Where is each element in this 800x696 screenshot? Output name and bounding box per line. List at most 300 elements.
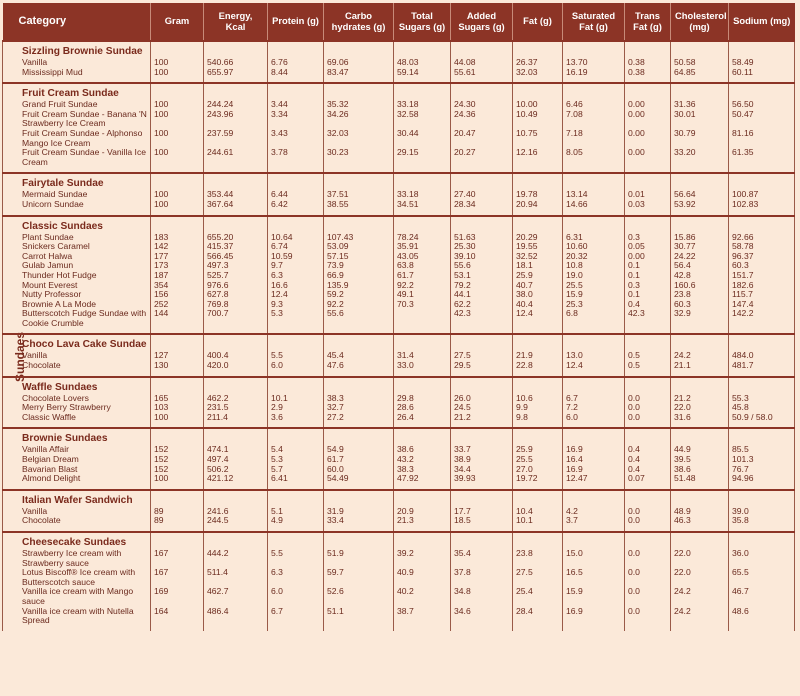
value-cell: 4.9: [268, 516, 324, 532]
section-title: Choco Lava Cake Sundae: [3, 334, 151, 351]
value-cell: 107.43: [324, 233, 394, 243]
value-cell: 147.4: [729, 300, 795, 310]
value-cell: 56.64: [671, 190, 729, 200]
value-cell: 24.5: [451, 403, 513, 413]
value-cell: 0.0: [625, 413, 671, 429]
empty-cell: [151, 83, 204, 100]
value-cell: 92.2: [324, 300, 394, 310]
value-cell: 16.9: [563, 465, 625, 475]
value-cell: 22.0: [671, 403, 729, 413]
table-row: [3, 607, 795, 631]
value-cell: 20.29: [513, 233, 563, 243]
value-cell: 0.01: [625, 190, 671, 200]
empty-cell: [563, 490, 625, 507]
value-cell: 6.74: [268, 242, 324, 252]
table-row: [3, 351, 795, 361]
value-cell: 39.0: [729, 507, 795, 517]
value-cell: 627.8: [204, 290, 268, 300]
value-cell: 29.5: [451, 361, 513, 377]
empty-cell: [204, 490, 268, 507]
value-cell: [394, 309, 451, 334]
value-cell: 27.2: [324, 413, 394, 429]
value-cell: 30.23: [324, 148, 394, 173]
value-cell: 0.00: [625, 129, 671, 148]
empty-cell: [451, 173, 513, 190]
table-header: [3, 3, 795, 41]
value-cell: 0.0: [625, 568, 671, 587]
table-row: [3, 271, 795, 281]
item-name-cell: Plant Sundae: [3, 233, 151, 243]
value-cell: 25.5: [513, 455, 563, 465]
value-cell: 252: [151, 300, 204, 310]
value-cell: 34.26: [324, 110, 394, 129]
value-cell: 32.03: [324, 129, 394, 148]
table-row: [3, 455, 795, 465]
empty-cell: [394, 216, 451, 233]
value-cell: 566.45: [204, 252, 268, 262]
empty-cell: [625, 216, 671, 233]
empty-cell: [625, 377, 671, 394]
value-cell: 13.14: [563, 190, 625, 200]
value-cell: 58.78: [729, 242, 795, 252]
value-cell: 56.50: [729, 100, 795, 110]
item-name-cell: Fruit Cream Sundae - Banana 'N Strawberry Ice Cream: [3, 110, 151, 129]
value-cell: 52.6: [324, 587, 394, 606]
value-cell: 540.66: [204, 58, 268, 68]
item-name-cell: Carrot Halwa: [3, 252, 151, 262]
value-cell: 30.01: [671, 110, 729, 129]
value-cell: 237.59: [204, 129, 268, 148]
table-row: [3, 290, 795, 300]
header-gram: Gram: [151, 3, 204, 41]
value-cell: 100: [151, 110, 204, 129]
value-cell: 42.8: [671, 271, 729, 281]
value-cell: 38.6: [671, 465, 729, 475]
value-cell: 130: [151, 361, 204, 377]
section-header-row: [3, 377, 795, 394]
empty-cell: [204, 377, 268, 394]
value-cell: 37.51: [324, 190, 394, 200]
value-cell: 33.20: [671, 148, 729, 173]
empty-cell: [671, 173, 729, 190]
value-cell: 54.49: [324, 474, 394, 490]
value-cell: 152: [151, 455, 204, 465]
item-name-cell: Thunder Hot Fudge: [3, 271, 151, 281]
empty-cell: [268, 173, 324, 190]
value-cell: 6.31: [563, 233, 625, 243]
value-cell: 5.5: [268, 351, 324, 361]
empty-cell: [324, 377, 394, 394]
value-cell: 103: [151, 403, 204, 413]
value-cell: 34.51: [394, 200, 451, 216]
value-cell: 61.35: [729, 148, 795, 173]
value-cell: 30.79: [671, 129, 729, 148]
value-cell: 59.14: [394, 68, 451, 84]
value-cell: 12.47: [563, 474, 625, 490]
value-cell: 22.8: [513, 361, 563, 377]
value-cell: 100: [151, 148, 204, 173]
value-cell: 48.03: [394, 58, 451, 68]
value-cell: 21.2: [671, 394, 729, 404]
header-trans-fat: Trans Fat (g): [625, 3, 671, 41]
empty-cell: [151, 377, 204, 394]
value-cell: 65.5: [729, 568, 795, 587]
empty-cell: [729, 83, 795, 100]
header-energy: Energy, Kcal: [204, 3, 268, 41]
value-cell: 35.8: [729, 516, 795, 532]
empty-cell: [268, 216, 324, 233]
value-cell: 102.83: [729, 200, 795, 216]
value-cell: 40.9: [394, 568, 451, 587]
table-row: [3, 68, 795, 84]
empty-cell: [324, 173, 394, 190]
header-sodium: Sodium (mg): [729, 3, 795, 41]
empty-cell: [451, 216, 513, 233]
table-row: [3, 474, 795, 490]
value-cell: 700.7: [204, 309, 268, 334]
table-row: [3, 516, 795, 532]
value-cell: 39.5: [671, 455, 729, 465]
item-name-cell: Lotus Biscoff® Ice cream with Butterscotch sauce: [3, 568, 151, 587]
section-header-row: [3, 532, 795, 549]
empty-cell: [563, 216, 625, 233]
empty-cell: [394, 41, 451, 58]
value-cell: 39.10: [451, 252, 513, 262]
value-cell: 19.72: [513, 474, 563, 490]
value-cell: 39.2: [394, 549, 451, 568]
empty-cell: [394, 377, 451, 394]
value-cell: 135.9: [324, 281, 394, 291]
header-fat: Fat (g): [513, 3, 563, 41]
empty-cell: [563, 377, 625, 394]
value-cell: 40.4: [513, 300, 563, 310]
empty-cell: [671, 83, 729, 100]
value-cell: 3.7: [563, 516, 625, 532]
empty-cell: [204, 532, 268, 549]
value-cell: 24.2: [671, 587, 729, 606]
empty-cell: [729, 41, 795, 58]
value-cell: 35.32: [324, 100, 394, 110]
value-cell: 16.19: [563, 68, 625, 84]
item-name-cell: Brownie A La Mode: [3, 300, 151, 310]
value-cell: 15.9: [563, 290, 625, 300]
value-cell: 8.44: [268, 68, 324, 84]
value-cell: 167: [151, 549, 204, 568]
value-cell: 56.4: [671, 261, 729, 271]
value-cell: 53.1: [451, 271, 513, 281]
item-name-cell: Chocolate: [3, 516, 151, 532]
value-cell: 40.7: [513, 281, 563, 291]
empty-cell: [324, 334, 394, 351]
value-cell: 15.9: [563, 587, 625, 606]
empty-cell: [451, 83, 513, 100]
value-cell: 7.18: [563, 129, 625, 148]
value-cell: 21.3: [394, 516, 451, 532]
value-cell: 0.5: [625, 351, 671, 361]
item-name-cell: Almond Delight: [3, 474, 151, 490]
value-cell: 421.12: [204, 474, 268, 490]
empty-cell: [394, 334, 451, 351]
empty-cell: [563, 428, 625, 445]
empty-cell: [513, 173, 563, 190]
value-cell: 10.8: [563, 261, 625, 271]
value-cell: 42.3: [625, 309, 671, 334]
item-name-cell: Vanilla: [3, 58, 151, 68]
item-name-cell: Chocolate Lovers: [3, 394, 151, 404]
table-row: [3, 58, 795, 68]
value-cell: 15.86: [671, 233, 729, 243]
value-cell: 23.8: [513, 549, 563, 568]
table-row: [3, 507, 795, 517]
value-cell: 50.9 / 58.0: [729, 413, 795, 429]
value-cell: 31.4: [394, 351, 451, 361]
value-cell: 182.6: [729, 281, 795, 291]
value-cell: 34.8: [451, 587, 513, 606]
value-cell: 44.1: [451, 290, 513, 300]
value-cell: 525.7: [204, 271, 268, 281]
value-cell: 57.15: [324, 252, 394, 262]
value-cell: 6.7: [563, 394, 625, 404]
value-cell: 27.5: [513, 568, 563, 587]
section-title: Fairytale Sundae: [3, 173, 151, 190]
empty-cell: [671, 334, 729, 351]
value-cell: 169: [151, 587, 204, 606]
value-cell: 10.49: [513, 110, 563, 129]
value-cell: 22.0: [671, 549, 729, 568]
value-cell: 22.0: [671, 568, 729, 587]
value-cell: 19.55: [513, 242, 563, 252]
empty-cell: [204, 216, 268, 233]
value-cell: 8.05: [563, 148, 625, 173]
value-cell: 81.16: [729, 129, 795, 148]
table-row: [3, 129, 795, 148]
value-cell: 0.0: [625, 587, 671, 606]
value-cell: 444.2: [204, 549, 268, 568]
value-cell: 32.03: [513, 68, 563, 84]
empty-cell: [394, 490, 451, 507]
value-cell: 100: [151, 413, 204, 429]
value-cell: 6.42: [268, 200, 324, 216]
value-cell: 0.00: [625, 252, 671, 262]
value-cell: 16.5: [563, 568, 625, 587]
value-cell: 60.3: [729, 261, 795, 271]
value-cell: 231.5: [204, 403, 268, 413]
section-title: Fruit Cream Sundae: [3, 83, 151, 100]
value-cell: 142: [151, 242, 204, 252]
empty-cell: [513, 41, 563, 58]
value-cell: 78.24: [394, 233, 451, 243]
value-cell: 7.08: [563, 110, 625, 129]
value-cell: 0.1: [625, 290, 671, 300]
item-name-cell: Mississippi Mud: [3, 68, 151, 84]
value-cell: 0.1: [625, 261, 671, 271]
value-cell: 29.8: [394, 394, 451, 404]
value-cell: 35.91: [394, 242, 451, 252]
table-row: [3, 148, 795, 173]
empty-cell: [563, 532, 625, 549]
value-cell: 38.9: [451, 455, 513, 465]
value-cell: 51.63: [451, 233, 513, 243]
value-cell: 183: [151, 233, 204, 243]
value-cell: 30.77: [671, 242, 729, 252]
value-cell: 486.4: [204, 607, 268, 631]
value-cell: 367.64: [204, 200, 268, 216]
value-cell: 481.7: [729, 361, 795, 377]
value-cell: 21.1: [671, 361, 729, 377]
empty-cell: [324, 216, 394, 233]
value-cell: 100.87: [729, 190, 795, 200]
value-cell: 92.2: [394, 281, 451, 291]
value-cell: 100: [151, 68, 204, 84]
value-cell: 0.1: [625, 271, 671, 281]
value-cell: 44.9: [671, 445, 729, 455]
value-cell: 54.9: [324, 445, 394, 455]
table-row: [3, 110, 795, 129]
empty-cell: [625, 334, 671, 351]
section-header-row: [3, 216, 795, 233]
value-cell: 33.18: [394, 100, 451, 110]
value-cell: 0.5: [625, 361, 671, 377]
item-name-cell: Fruit Cream Sundae - Alphonso Mango Ice Cream: [3, 129, 151, 148]
value-cell: 25.9: [513, 271, 563, 281]
value-cell: 5.3: [268, 455, 324, 465]
value-cell: 5.3: [268, 309, 324, 334]
value-cell: 42.3: [451, 309, 513, 334]
table-row: [3, 200, 795, 216]
header-category: Category: [3, 3, 151, 41]
item-name-cell: Vanilla: [3, 351, 151, 361]
value-cell: 92.66: [729, 233, 795, 243]
value-cell: 144: [151, 309, 204, 334]
value-cell: 2.9: [268, 403, 324, 413]
value-cell: 43.2: [394, 455, 451, 465]
value-cell: 10.59: [268, 252, 324, 262]
empty-cell: [671, 532, 729, 549]
empty-cell: [563, 41, 625, 58]
value-cell: 32.58: [394, 110, 451, 129]
empty-cell: [729, 216, 795, 233]
header-total-sugars: Total Sugars (g): [394, 3, 451, 41]
empty-cell: [625, 490, 671, 507]
value-cell: 24.30: [451, 100, 513, 110]
value-cell: 34.6: [451, 607, 513, 631]
value-cell: 7.2: [563, 403, 625, 413]
value-cell: 45.4: [324, 351, 394, 361]
value-cell: 13.70: [563, 58, 625, 68]
value-cell: 6.3: [268, 568, 324, 587]
value-cell: 19.78: [513, 190, 563, 200]
value-cell: 35.4: [451, 549, 513, 568]
value-cell: 62.2: [451, 300, 513, 310]
empty-cell: [729, 428, 795, 445]
value-cell: 10.75: [513, 129, 563, 148]
value-cell: 0.03: [625, 200, 671, 216]
empty-cell: [563, 334, 625, 351]
value-cell: 50.58: [671, 58, 729, 68]
empty-cell: [324, 83, 394, 100]
table-row: [3, 549, 795, 568]
value-cell: 96.37: [729, 252, 795, 262]
empty-cell: [513, 428, 563, 445]
value-cell: 100: [151, 190, 204, 200]
empty-cell: [625, 41, 671, 58]
value-cell: 40.2: [394, 587, 451, 606]
value-cell: 10.60: [563, 242, 625, 252]
value-cell: 61.7: [324, 455, 394, 465]
value-cell: 20.32: [563, 252, 625, 262]
empty-cell: [151, 173, 204, 190]
value-cell: 85.5: [729, 445, 795, 455]
value-cell: 3.6: [268, 413, 324, 429]
value-cell: 66.9: [324, 271, 394, 281]
value-cell: 0.3: [625, 281, 671, 291]
value-cell: 45.8: [729, 403, 795, 413]
section-title: Waffle Sundaes: [3, 377, 151, 394]
empty-cell: [671, 41, 729, 58]
value-cell: 58.49: [729, 58, 795, 68]
value-cell: 31.9: [324, 507, 394, 517]
value-cell: 769.8: [204, 300, 268, 310]
value-cell: 5.7: [268, 465, 324, 475]
item-name-cell: Chocolate: [3, 361, 151, 377]
empty-cell: [513, 83, 563, 100]
value-cell: 33.7: [451, 445, 513, 455]
empty-cell: [729, 377, 795, 394]
item-name-cell: Unicorn Sundae: [3, 200, 151, 216]
item-name-cell: Merry Berry Strawberry: [3, 403, 151, 413]
table-row: [3, 242, 795, 252]
value-cell: 506.2: [204, 465, 268, 475]
item-name-cell: Nutty Professor: [3, 290, 151, 300]
value-cell: 25.4: [513, 587, 563, 606]
empty-cell: [151, 41, 204, 58]
value-cell: 79.2: [451, 281, 513, 291]
value-cell: 12.4: [563, 361, 625, 377]
empty-cell: [324, 428, 394, 445]
item-name-cell: Butterscotch Fudge Sundae with Cookie Crumble: [3, 309, 151, 334]
value-cell: 976.6: [204, 281, 268, 291]
value-cell: 34.4: [451, 465, 513, 475]
value-cell: 10.1: [268, 394, 324, 404]
item-name-cell: Gulab Jamun: [3, 261, 151, 271]
section-title: Classic Sundaes: [3, 216, 151, 233]
value-cell: 48.6: [729, 607, 795, 631]
value-cell: 462.7: [204, 587, 268, 606]
value-cell: 46.7: [729, 587, 795, 606]
value-cell: 127: [151, 351, 204, 361]
value-cell: 6.0: [268, 587, 324, 606]
empty-cell: [394, 173, 451, 190]
table-row: [3, 361, 795, 377]
value-cell: 23.8: [671, 290, 729, 300]
value-cell: 53.92: [671, 200, 729, 216]
value-cell: 21.9: [513, 351, 563, 361]
value-cell: 9.3: [268, 300, 324, 310]
value-cell: 211.4: [204, 413, 268, 429]
value-cell: 28.4: [513, 607, 563, 631]
section-header-row: [3, 334, 795, 351]
side-label: Sundaes: [13, 332, 27, 383]
value-cell: 64.85: [671, 68, 729, 84]
value-cell: 244.5: [204, 516, 268, 532]
value-cell: 46.3: [671, 516, 729, 532]
value-cell: 9.7: [268, 261, 324, 271]
value-cell: 0.38: [625, 58, 671, 68]
empty-cell: [513, 377, 563, 394]
section-header-row: [3, 83, 795, 100]
value-cell: 0.07: [625, 474, 671, 490]
value-cell: 39.93: [451, 474, 513, 490]
